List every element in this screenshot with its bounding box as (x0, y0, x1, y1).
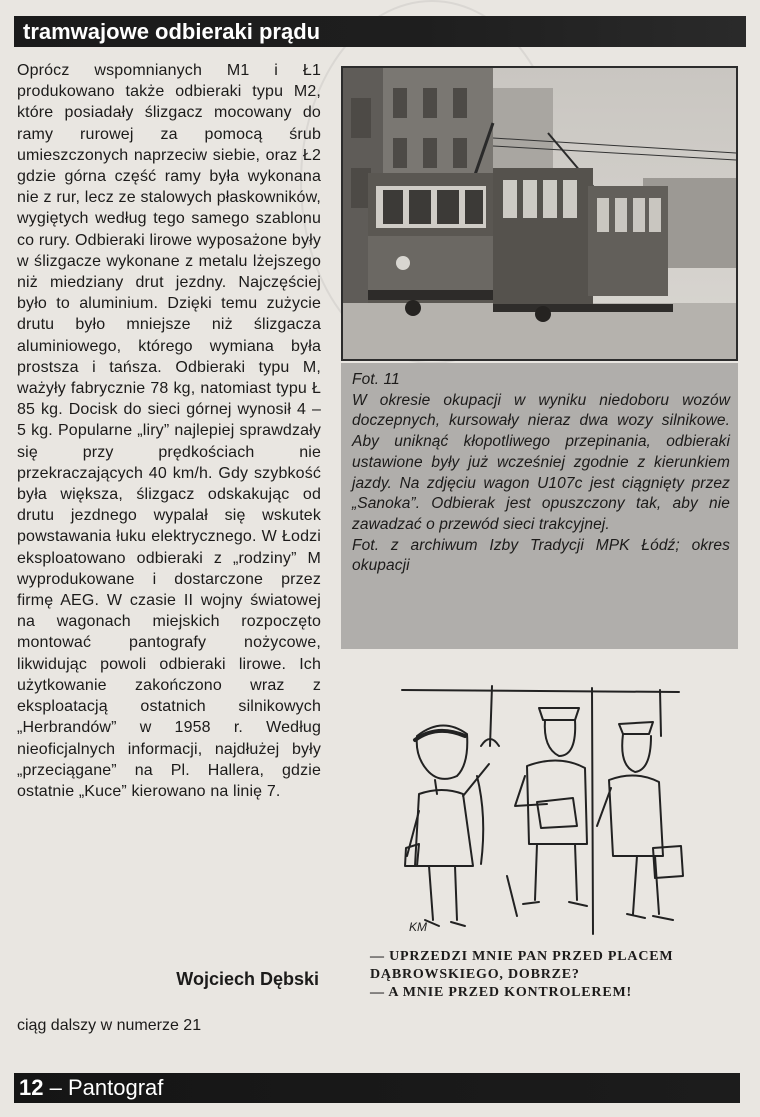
page-number: 12 (19, 1075, 44, 1100)
caption-line: W okresie okupacji w wyniku niedoboru wozów doczepnych, kursowały nieraz dwa wozy silnikowe. Aby uniknąć kłopotliwego przepinania, odbieraki ustawione były już wcześniej zgodnie z kierunkiem jazdy. Na zdjęciu wagon U107c jest ciągnięty przez „Sanoka”. Odbierak jest opuszczony tak, aby nie zawadzać o przewód sieci trakcyjnej. (352, 391, 730, 533)
cartoon-drawing (397, 676, 687, 944)
cartoon-illustration (397, 676, 687, 944)
footer-label (19, 1075, 163, 1101)
cartoon-signature: KM (409, 920, 427, 934)
article-body: Oprócz wspomnianych M1 i Ł1 produkowano także odbieraki typu M2, które posiadały ślizgacz mocowany do ramy rurowej za pomocą śrub umieszczonych naprzeciw siebie, oraz Ł2 gdzie górna część ramy była wykonana nie z rur, lecz ze stalowych płaskowników, wygiętych według tego samego szablonu co rury. Odbieraki lirowe wyposażone były w ślizgacze wykonane z metalu lżejszego niż miedziany drut jezdny. Najczęściej było to aluminium. Dzięki temu zużycie drutu było mniejsze niż ślizgacza aluminiowego, którego wymiana była prostsza i tańsza. Odbieraki typu M, ważyły fabrycznie 78 kg, natomiast typu Ł 85 kg. Docisk do sieci górnej wynosił 4 – 5 kg. Popularne „liry” najlepiej sprawdzały się przy prędkościach nie przekraczających 40 km/h. Gdy szybkość była większa, ślizgacz odskakując od drutu jezdnego wypalał się wskutek powstawania łuku elektrycznego. W Łodzi eksploatowano odbieraki z „rodziny” M wyprodukowane i dostarczone przez firmę AEG. W czasie II wojny światowej na wagonach miejskich rozpoczęto montować pantografy nożycowe, likwidując powoli odbieraki lirowe. Ich użytkowanie zakończono wraz z eksploatacją ostatnich silnikowych „Herbrandów” w 1958 r. Według nieoficjalnych informacji, najdłużej były „przeciągane” na Pl. Hallera, gdzie ostatnie „Kuce” kierowano na linię 7. (17, 62, 321, 800)
article-author: Wojciech Dębski (176, 969, 319, 989)
photo-caption-box (341, 363, 738, 649)
footer-bar (14, 1073, 740, 1103)
page-title: tramwajowe odbieraki prądu (23, 19, 321, 44)
tram-photo-drawing (343, 68, 736, 359)
cartoon-caption-line: — A MNIE PRZED KONTROLEREM! (370, 985, 632, 1000)
caption-line: Fot. 11 (352, 371, 400, 388)
tram-photo (341, 66, 738, 361)
title-bar (14, 16, 746, 47)
photo-caption (352, 370, 730, 577)
cartoon-caption (370, 948, 700, 1002)
footer-dash: – (49, 1075, 62, 1100)
cartoon-caption-line: — UPRZEDZI MNIE PAN PRZED PLACEM DĄBROWSKIEGO, DOBRZE? (370, 949, 674, 982)
caption-line: Fot. z archiwum Izby Tradycji MPK Łódź; okres okupacji (352, 536, 730, 575)
continued-note: ciąg dalszy w numerze 21 (17, 1017, 202, 1034)
magazine-name: Pantograf (67, 1075, 164, 1100)
